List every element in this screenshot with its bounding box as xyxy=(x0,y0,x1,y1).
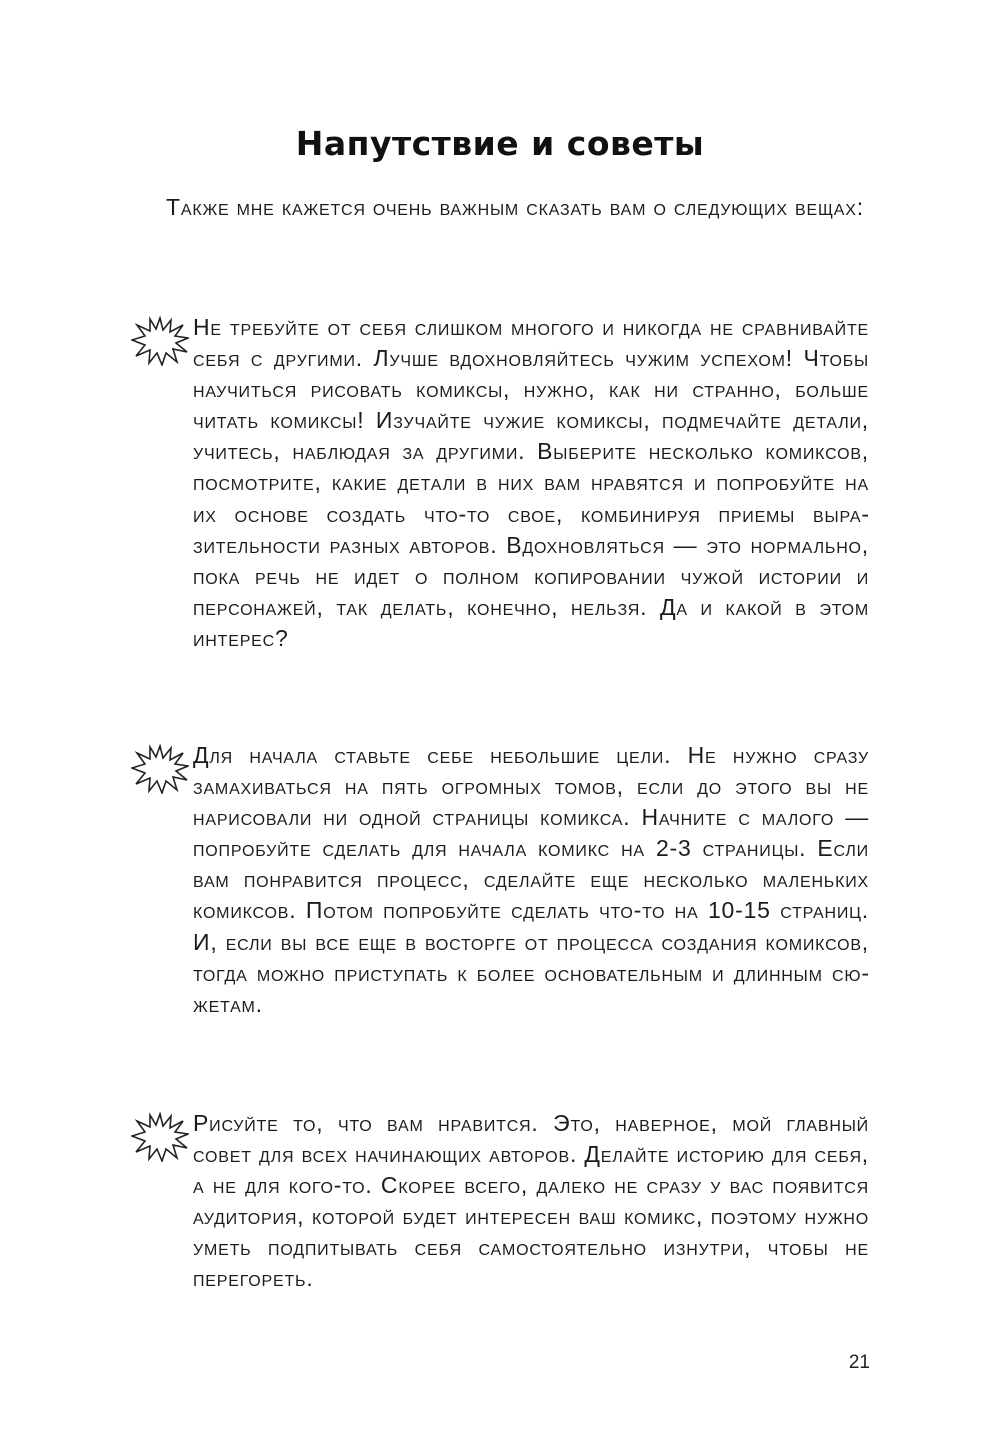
tip-paragraph-3: Рисуйте то, что вам нравится. Это, наверное, мой главный совет для всех начинающих авторов. Делайте историю для себя, а не для кого-то. Скорее всего, далеко не сразу у вас появится аудитория, которой будет интересен ваш комикс, поэтому нужно уметь подпитывать себя самостоятельно изнутри, чтобы не перегореть. xyxy=(193,1110,869,1292)
starburst-icon xyxy=(131,744,189,794)
page-title: Напутствие и советы xyxy=(295,124,705,163)
tip-paragraph-2: Для начала ставьте себе небольшие цели. Не нужно сразу замахиваться на пять огромных томов, если до этого вы не нарисовали ни одной страницы комикса. Начните с малого — попробуйте сделать для начала комикс на 2-3 страницы. Если вам понравится процесс, сделайте еще несколько маленьких комиксов. Потом попробуйте сделать что-то на 10-15 страниц. И, если вы все еще в восторге от процесса создания комиксов, тогда можно приступать к более основательным и длинным сюжетам. xyxy=(193,742,869,1017)
intro-paragraph: Также мне кажется очень важным сказать вам о следующих вещах: xyxy=(166,194,864,220)
starburst-icon xyxy=(131,1112,189,1162)
page-number: 21 xyxy=(848,1352,870,1373)
tip-paragraph-1: Не требуйте от себя слишком многого и никогда не сравнивайте себя с другими. Лучше вдохновляйтесь чужим успехом! Чтобы научиться рисовать комиксы, нужно, как ни странно, больше читать комиксы! Изучайте чужие комиксы, подмечайте детали, учитесь, наблюдая за другими. Выберите несколько комиксов, посмотрите, какие детали в них вам нравятся и попробуйте на их основе создать что-то свое, комбинируя приемы выразительности разных авторов. Вдохновляться — это нормально, пока речь не идет о полном копировании чужой истории и персонажей, так делать, конечно, нельзя. Да и какой в этом интерес? xyxy=(193,314,869,651)
starburst-icon xyxy=(131,316,189,366)
